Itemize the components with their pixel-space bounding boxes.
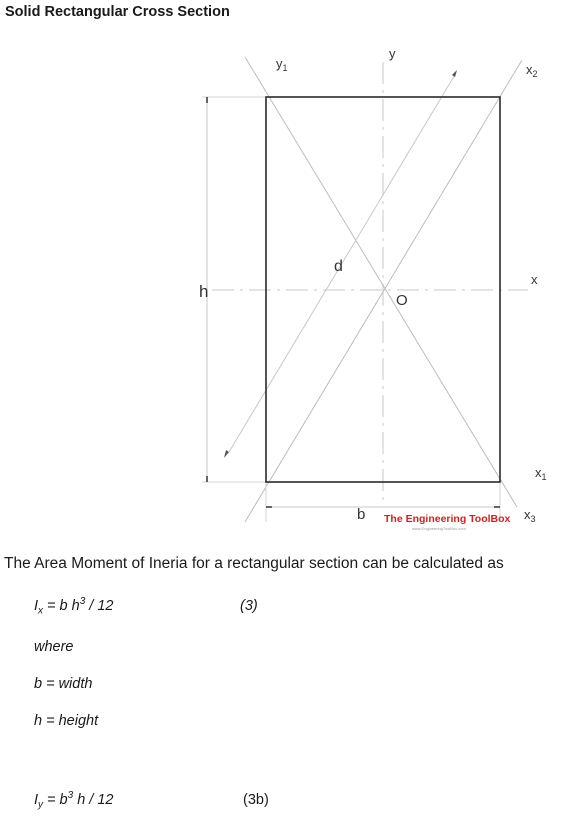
label-y: y <box>389 46 396 61</box>
label-x3: $x_3$ <box>524 507 536 524</box>
equation-number-3: (3) <box>240 598 258 614</box>
label-h: h <box>199 282 209 301</box>
label-d: d <box>334 258 343 275</box>
d-arrow-bottom <box>224 450 229 458</box>
label-x: x <box>531 272 538 287</box>
label-y1: $y_1$ <box>276 56 288 73</box>
definition-h: h = height <box>34 713 99 729</box>
watermark-logo: The Engineering ToolBox <box>384 513 511 525</box>
label-x2: $x_2$ <box>526 62 538 79</box>
watermark-url: www.EngineeringToolBox.com <box>412 526 466 531</box>
formula-iy: $I_y = b^3$ h / 12 <box>34 790 114 811</box>
label-x1: $x_1$ <box>535 465 547 482</box>
where-label: where <box>34 639 74 655</box>
formula-ix: $I_x = b$ $h^3 / 12$ <box>34 596 114 617</box>
intro-text: The Area Moment of Ineria for a rectangular section can be calculated as <box>4 555 504 572</box>
label-b: b <box>357 506 366 523</box>
label-O: O <box>396 292 408 309</box>
page-title: Solid Rectangular Cross Section <box>5 4 230 20</box>
equation-number-3b: (3b) <box>243 792 269 808</box>
diagonal-x3 <box>245 57 517 507</box>
definition-b: b = width <box>34 676 93 692</box>
